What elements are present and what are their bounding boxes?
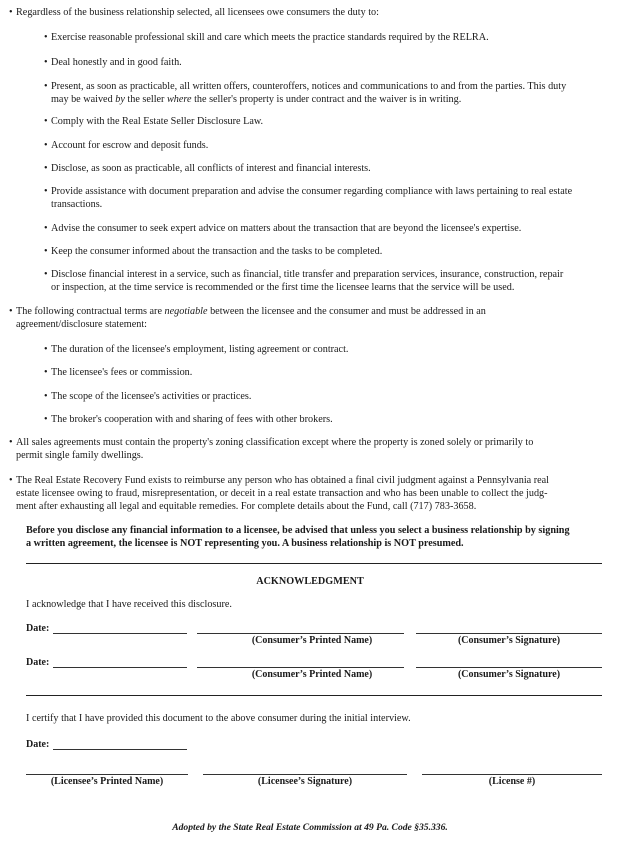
section-divider bbox=[26, 563, 602, 564]
negotiable-intro: • The following contractual terms are negotiable between the licensee and the consumer and must be addressed in an agreement/disclosure statement: bbox=[9, 306, 486, 330]
date-label: Date: bbox=[26, 739, 50, 750]
warning-paragraph: Before you disclose any financial information to a licensee, be advised that unless you select a business relationship by signing a written agreement, the licensee is NOT representing you. A business relationship is NOT presumed. bbox=[26, 525, 570, 549]
bullet-icon: • bbox=[44, 367, 48, 378]
zoning-paragraph: • All sales agreements must contain the property's zoning classification except where the property is zoned solely or primarily to permit single family dwellings. bbox=[9, 437, 534, 461]
consumer-2-date-field[interactable] bbox=[53, 667, 187, 668]
bullet-icon: • bbox=[44, 246, 48, 257]
acknowledgment-title: ACKNOWLEDGMENT bbox=[256, 576, 364, 587]
duty-item: • Advise the consumer to seek expert advice on matters about the transaction that are beyond the licensee's expertise. bbox=[44, 223, 522, 234]
duty-item: • Disclose financial interest in a service, such as financial, title transfer and preparation services, insurance, construction, repair or inspection, at the time service is recommended or the first time the licensee learns that the service will be used. bbox=[44, 269, 564, 293]
footer-citation: Adopted by the State Real Estate Commission at 49 Pa. Code §35.336. bbox=[172, 822, 448, 833]
recovery-fund-paragraph: • The Real Estate Recovery Fund exists to reimburse any person who has obtained a final civil judgment against a Pennsylvania real estate licensee owing to fraud, misrepresentation, or deceit in a real estate transaction and who has been unable to collect the judg- ment after exhausting all legal and equitable remedies. For complete details about the Fund, call (717) 783-3658. bbox=[9, 475, 550, 512]
bullet-icon: • bbox=[44, 269, 48, 280]
bullet-icon: • bbox=[44, 163, 48, 174]
acknowledgment-statement: I acknowledge that I have received this disclosure. bbox=[26, 599, 232, 610]
consumer-1-printed-name-caption: (Consumer’s Printed Name) bbox=[251, 635, 373, 646]
consumer-1-date-field[interactable] bbox=[53, 633, 187, 634]
bullet-icon: • bbox=[44, 116, 48, 127]
bullet-icon: • bbox=[44, 223, 48, 234]
licensee-signature-caption: (Licensee’s Signature) bbox=[257, 776, 353, 787]
certification-statement: I certify that I have provided this document to the above consumer during the initial interview. bbox=[26, 713, 411, 724]
negotiable-item: • The duration of the licensee's employment, listing agreement or contract. bbox=[44, 344, 349, 355]
bullet-icon: • bbox=[44, 81, 48, 92]
negotiable-item: • The broker's cooperation with and sharing of fees with other brokers. bbox=[44, 414, 333, 425]
duty-item: • Deal honestly and in good faith. bbox=[44, 57, 182, 68]
duty-item: • Provide assistance with document preparation and advise the consumer regarding compliance with laws pertaining to real estate transactions. bbox=[44, 186, 573, 210]
bullet-icon: • bbox=[9, 475, 13, 486]
duty-item: • Disclose, as soon as practicable, all conflicts of interest and financial interests. bbox=[44, 163, 371, 174]
bullet-icon: • bbox=[44, 32, 48, 43]
licensee-printed-name-caption: (Licensee’s Printed Name) bbox=[50, 776, 164, 787]
bullet-icon: • bbox=[44, 391, 48, 402]
bullet-icon: • bbox=[44, 57, 48, 68]
license-number-caption: (License #) bbox=[488, 776, 536, 787]
duty-item: • Exercise reasonable professional skill and care which meets the practice standards required by the RELRA. bbox=[44, 32, 489, 43]
bullet-icon: • bbox=[44, 344, 48, 355]
bullet-icon: • bbox=[44, 186, 48, 197]
licensee-date-field[interactable] bbox=[53, 749, 187, 750]
bullet-icon: • bbox=[9, 437, 13, 448]
bullet-icon: • bbox=[9, 306, 13, 317]
duty-item: • Keep the consumer informed about the transaction and the tasks to be completed. bbox=[44, 246, 383, 257]
consumer-2-printed-name-caption: (Consumer’s Printed Name) bbox=[251, 669, 373, 680]
duty-item: • Comply with the Real Estate Seller Disclosure Law. bbox=[44, 116, 264, 127]
consumer-1-signature-caption: (Consumer’s Signature) bbox=[457, 635, 561, 646]
duty-item: • Present, as soon as practicable, all written offers, counteroffers, notices and communications to and from the parties. This duty may be waived by the seller where the seller's property is under contract and the waiver is in writing. bbox=[44, 81, 567, 105]
consumer-2-signature-caption: (Consumer’s Signature) bbox=[457, 669, 561, 680]
duties-intro: • Regardless of the business relationship selected, all licensees owe consumers the duty to: bbox=[9, 7, 379, 18]
bullet-icon: • bbox=[9, 7, 13, 18]
date-label: Date: bbox=[26, 657, 50, 668]
negotiable-item: • The licensee's fees or commission. bbox=[44, 367, 193, 378]
negotiable-item: • The scope of the licensee's activities or practices. bbox=[44, 391, 252, 402]
duty-item: • Account for escrow and deposit funds. bbox=[44, 140, 209, 151]
section-divider bbox=[26, 695, 602, 696]
bullet-icon: • bbox=[44, 140, 48, 151]
bullet-icon: • bbox=[44, 414, 48, 425]
date-label: Date: bbox=[26, 623, 50, 634]
